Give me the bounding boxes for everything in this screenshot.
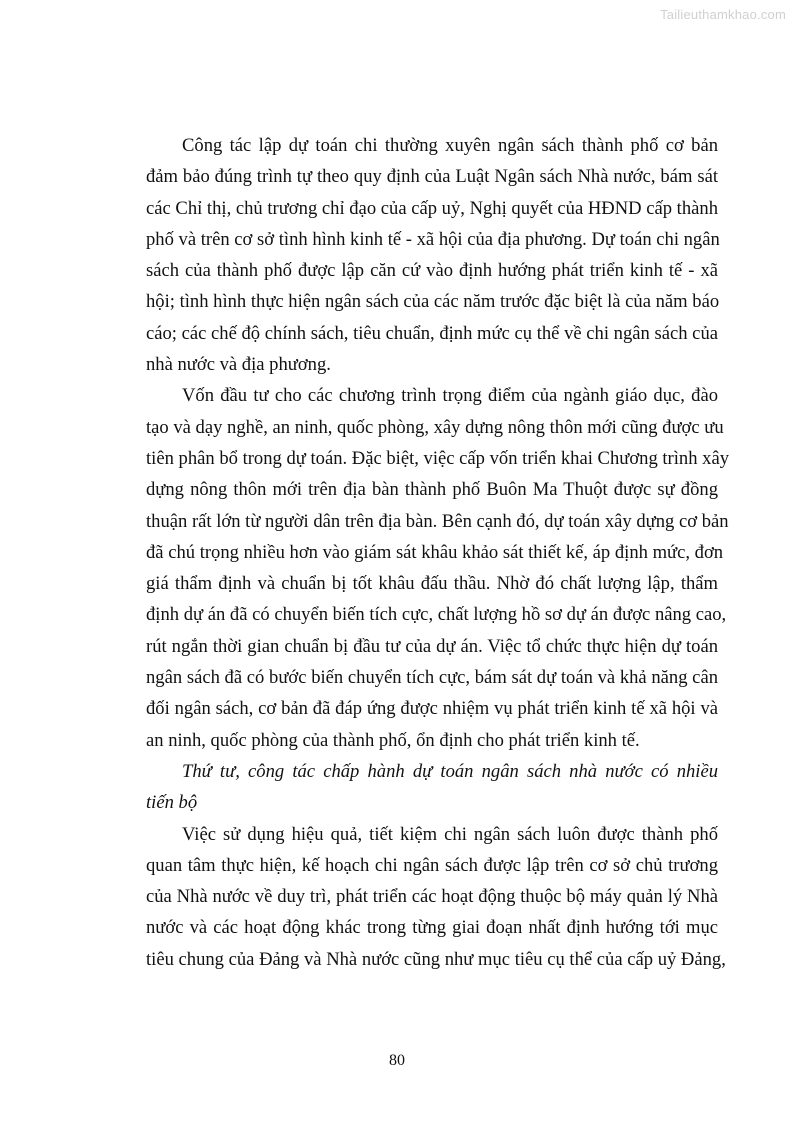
text-line: thuận rất lớn từ người dân trên địa bàn. Bên cạnh đó, dự toán xây dựng cơ bản bbox=[146, 510, 729, 532]
paragraph bbox=[146, 130, 718, 380]
paragraph bbox=[146, 380, 730, 756]
text-line: nhà nước và địa phương. bbox=[146, 354, 331, 376]
section-heading bbox=[146, 756, 718, 819]
text-line: nước và các hoạt động khác trong từng giai đoạn nhất định hướng tới mục bbox=[146, 917, 718, 939]
text-line: đối ngân sách, cơ bản đã đáp ứng được nhiệm vụ phát triển kinh tế xã hội và bbox=[146, 698, 718, 720]
text-line: tạo và dạy nghề, an ninh, quốc phòng, xây dựng nông thôn mới cũng được ưu bbox=[146, 416, 724, 438]
text-line: quan tâm thực hiện, kế hoạch chi ngân sách được lập trên cơ sở chủ trương bbox=[146, 854, 718, 876]
text-line: dựng nông thôn mới trên địa bàn thành phố Buôn Ma Thuột được sự đồng bbox=[146, 479, 718, 501]
page-number: 80 bbox=[389, 1052, 405, 1069]
text-line: cáo; các chế độ chính sách, tiêu chuẩn, định mức cụ thể về chi ngân sách của bbox=[146, 322, 718, 344]
text-line: đã chú trọng nhiều hơn vào giám sát khâu khảo sát thiết kế, áp định mức, đơn bbox=[146, 541, 724, 563]
text-line: rút ngắn thời gian chuẩn bị đầu tư của dự án. Việc tổ chức thực hiện dự toán bbox=[146, 635, 718, 657]
text-line: sách của thành phố được lập căn cứ vào định hướng phát triển kinh tế - xã bbox=[146, 260, 718, 282]
text-line: Vốn đầu tư cho các chương trình trọng điểm của ngành giáo dục, đào bbox=[182, 385, 718, 407]
text-line: đảm bảo đúng trình tự theo quy định của Luật Ngân sách Nhà nước, bám sát bbox=[146, 166, 718, 188]
text-line: tiên phân bổ trong dự toán. Đặc biệt, việc cấp vốn triển khai Chương trình xây bbox=[146, 447, 730, 469]
text-line: Việc sử dụng hiệu quả, tiết kiệm chi ngân sách luôn được thành phố bbox=[182, 823, 718, 845]
text-line: các Chỉ thị, chủ trương chỉ đạo của cấp uỷ, Nghị quyết của HĐND cấp thành bbox=[146, 197, 718, 219]
text-line: tiêu chung của Đảng và Nhà nước cũng như mục tiêu cụ thể của cấp uỷ Đảng, bbox=[146, 948, 726, 970]
text-line: định dự án đã có chuyển biến tích cực, chất lượng hồ sơ dự án được nâng cao, bbox=[146, 604, 727, 626]
text-line: phố và trên cơ sở tình hình kinh tế - xã hội của địa phương. Dự toán chi ngân bbox=[146, 228, 720, 250]
paragraph bbox=[146, 819, 726, 975]
text-line: Công tác lập dự toán chi thường xuyên ngân sách thành phố cơ bản bbox=[182, 135, 718, 156]
heading-line: Thứ tư, công tác chấp hành dự toán ngân sách nhà nước có nhiều bbox=[182, 760, 718, 782]
text-line: của Nhà nước về duy trì, phát triển các hoạt động thuộc bộ máy quản lý Nhà bbox=[146, 886, 718, 908]
text-line: ngân sách đã có bước biến chuyển tích cực, bám sát dự toán và khả năng cân bbox=[146, 667, 718, 689]
heading-line: tiến bộ bbox=[146, 792, 198, 814]
text-line: hội; tình hình thực hiện ngân sách của các năm trước đặc biệt là của năm báo bbox=[146, 291, 720, 313]
text-line: an ninh, quốc phòng của thành phố, ổn định cho phát triển kinh tế. bbox=[146, 729, 640, 751]
document-body bbox=[146, 130, 730, 975]
watermark-text: Tailieuthamkhao.com bbox=[660, 7, 786, 22]
text-line: giá thẩm định và chuẩn bị tốt khâu đấu thầu. Nhờ đó chất lượng lập, thẩm bbox=[146, 573, 718, 595]
